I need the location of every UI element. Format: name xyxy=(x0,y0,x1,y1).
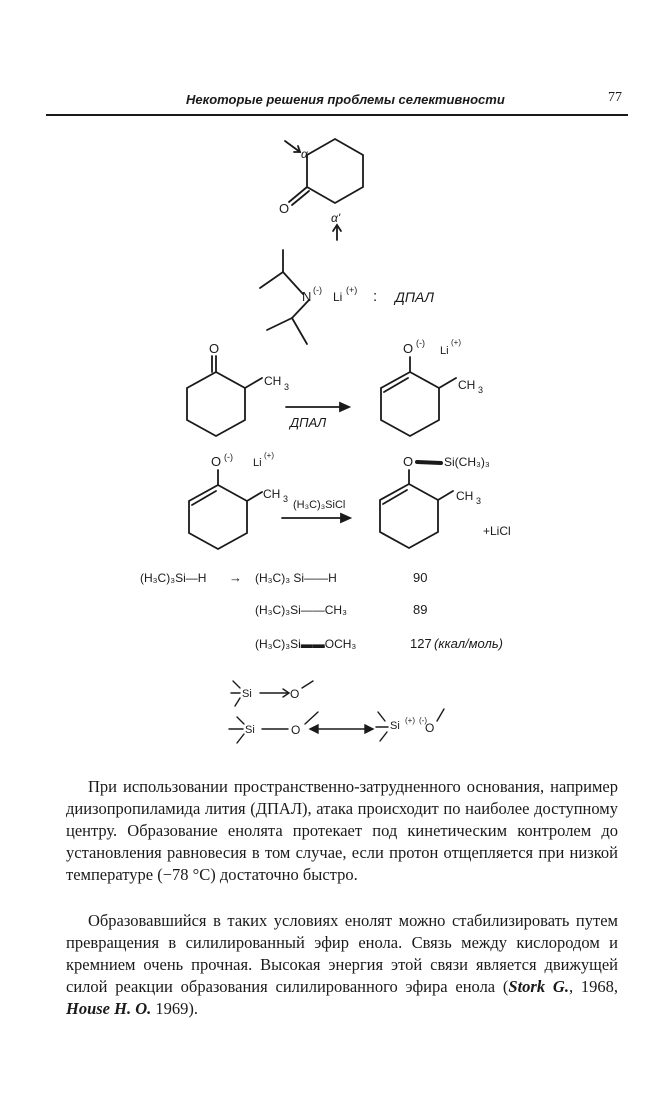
o-atom-1: O xyxy=(290,687,300,701)
lda-abbreviation: ДПАЛ xyxy=(395,289,434,305)
enolate-methyl-sub-2: 3 xyxy=(283,494,289,504)
energy-row-2-value: 89 xyxy=(413,602,428,617)
ketone-oxygen: O xyxy=(279,201,290,216)
paragraph-2-text xyxy=(66,910,618,1020)
o-negative-charge: (-) xyxy=(419,716,427,725)
silyl-ether-oxygen: O xyxy=(403,454,414,469)
paragraph-1-text: При использовании пространственно-затрудненного основания, например диизопропиламида лития (ДПАЛ), атака происходит по наиболее доступному центру. Образование енолята протекает под кинетическим контролем до установления равновесия в том случае, если протон отщепляется при низкой температуре (−78 °C) достаточно быстро. xyxy=(66,777,618,884)
enolate-charge-2: (-) xyxy=(224,452,233,462)
energy-row-1-formula: (H₃C)₃ Si——H xyxy=(255,571,337,585)
o-atom-2: O xyxy=(291,723,301,737)
reaction-two xyxy=(189,451,511,549)
si-atom-3: Si xyxy=(390,720,400,732)
reference-stork: Stork G. xyxy=(508,977,569,996)
enolate-methyl: CH xyxy=(458,378,476,392)
lda-lithium: Li xyxy=(333,290,343,304)
ketone-oxygen-2: O xyxy=(209,341,220,356)
energy-row-3-value: 127 xyxy=(410,636,432,651)
lda-structure xyxy=(260,250,434,344)
tmscl-reagent: (H₃C)₃SiCl xyxy=(293,499,346,511)
running-title: Некоторые решения проблемы селективности xyxy=(186,92,505,107)
lithium-charge: (+) xyxy=(346,285,358,295)
enolate-lithium-2: Li xyxy=(253,457,262,469)
enolate-charge: (-) xyxy=(416,338,425,348)
paragraph-2 xyxy=(66,910,618,1020)
trimethylsilyl-group: Si(CH₃)₃ xyxy=(444,455,490,469)
resonance-scheme xyxy=(229,681,444,743)
paragraph-1 xyxy=(66,776,618,886)
reference-house: House H. O. xyxy=(66,999,152,1018)
licl-byproduct: +LiCl xyxy=(483,524,511,538)
methyl-subscript: 3 xyxy=(284,382,290,392)
energy-row-3-formula: (H₃C)₃Si▬▬OCH₃ xyxy=(255,637,357,651)
o-atom-3: O xyxy=(425,721,435,735)
energy-unit: (ккал/моль) xyxy=(434,636,503,651)
nitrogen-charge: (-) xyxy=(313,285,322,295)
reaction-one xyxy=(187,338,483,436)
enolate-oxygen-2: O xyxy=(211,454,222,469)
enolate-methyl-sub: 3 xyxy=(478,385,484,395)
lda-colon: : xyxy=(373,288,378,305)
lda-nitrogen: N xyxy=(302,289,312,304)
si-positive-charge: (+) xyxy=(405,716,415,725)
page-number: 77 xyxy=(608,90,622,105)
methyl-label: CH xyxy=(264,374,282,388)
cyclohexanone-structure xyxy=(279,139,363,240)
enolate-oxygen: O xyxy=(403,341,414,356)
energy-row-1-value: 90 xyxy=(413,570,428,585)
alpha-label: α xyxy=(301,147,308,161)
si-atom-1: Si xyxy=(242,688,252,700)
bond-energy-table xyxy=(140,570,503,651)
enolate-lithium-charge: (+) xyxy=(451,338,461,347)
running-header xyxy=(46,90,628,110)
lda-reagent-label: ДПАЛ xyxy=(290,415,327,430)
silyl-ether-methyl-sub: 3 xyxy=(476,496,482,506)
alpha-prime-label: α' xyxy=(331,211,341,225)
silyl-ether-methyl: CH xyxy=(456,489,474,503)
enolate-methyl-2: CH xyxy=(263,487,281,501)
paragraph-2-mid: , 1968, xyxy=(568,977,619,996)
reaction-scheme xyxy=(0,120,663,760)
energy-row-1-left: (H₃C)₃Si—H xyxy=(140,571,207,585)
si-atom-2: Si xyxy=(245,724,255,736)
energy-row-2-formula: (H₃C)₃Si——CH₃ xyxy=(255,603,347,617)
enolate-lithium: Li xyxy=(440,345,449,357)
energy-row-1-arrow: → xyxy=(229,570,242,585)
header-rule xyxy=(46,114,628,116)
enolate-lithium-charge-2: (+) xyxy=(264,451,274,460)
paragraph-2-end: 1969). xyxy=(151,999,199,1018)
paragraph-2-main: Образовавшийся в таких условиях енолят можно стабилизировать путем превращения в силилированный эфир енола. Связь между кислородом и кремнием очень прочная. Высокая энергия этой связи является движущей силой реакции образования силилированного эфира енола ( xyxy=(66,911,618,996)
